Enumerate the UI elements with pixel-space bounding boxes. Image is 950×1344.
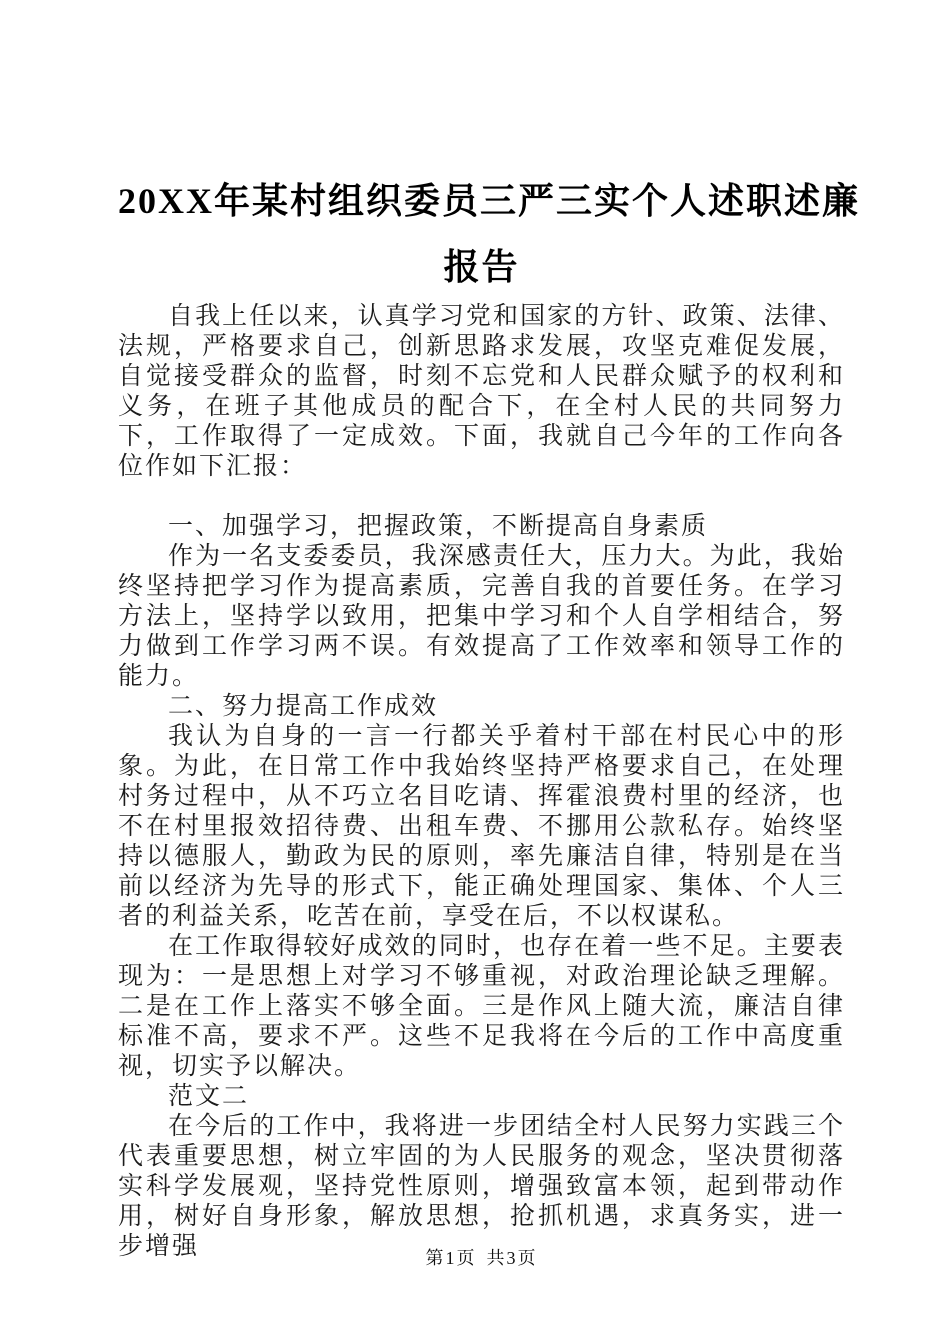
paragraph-future-plan: 在今后的工作中，我将进一步团结全村人民努力实践三个代表重要思想，树立牢固的为人民服务的观念，坚决贯彻落实科学发展观，坚持党性原则，增强致富本领，起到带动作用，树好自身形象，解放思想，抢抓机遇，求真务实，进一步增强 [118, 1113, 845, 1260]
section-heading-2: 二、努力提高工作成效 [168, 693, 439, 720]
paragraph-shortcomings: 在工作取得较好成效的同时，也存在着一些不足。主要表现为：一是思想上对学习不够重视，对政治理论缺乏理解。二是在工作上落实不够全面。三是作风上随大流，廉洁自律标准不高，要求不严。这些不足我将在今后的工作中高度重视，切实予以解决。 [118, 933, 845, 1080]
document-body [118, 302, 845, 1262]
page-count-total: 共3页 [486, 1248, 538, 1268]
paragraph-part2-label: 范文二 [168, 1083, 250, 1110]
paragraph-section-1: 作为一名支委委员，我深感责任大，压力大。为此，我始终坚持把学习作为提高素质，完善自我的首要任务。在学习方法上，坚持学以致用，把集中学习和个人自学相结合，努力做到工作学习两不误。有效提高了工作效率和领导工作的能力。 [118, 543, 845, 690]
page-number-current: 第1页 [425, 1248, 477, 1268]
document-title [118, 168, 860, 300]
page-footer [118, 1244, 845, 1270]
paragraph-intro: 自我上任以来，认真学习党和国家的方针、政策、法律、法规，严格要求自己，创新思路求发展，攻坚克难促发展，自觉接受群众的监督，时刻不忘党和人民群众赋予的权利和义务，在班子其他成员的配合下，在全村人民的共同努力下，工作取得了一定成效。下面，我就自己今年的工作向各位作如下汇报： [118, 303, 845, 480]
title-line-2: 报告 [443, 247, 520, 287]
title-line-1: 20XX年某村组织委员三严三实个人述职述廉 [118, 181, 860, 221]
section-heading-1: 一、加强学习，把握政策，不断提高自身素质 [168, 513, 709, 540]
paragraph-section-2: 我认为自身的一言一行都关乎着村干部在村民心中的形象。为此，在日常工作中我始终坚持严格要求自己，在处理村务过程中，从不巧立名目吃请、挥霍浪费村里的经济，也不在村里报效招待费、出租车费、不挪用公款私存。始终坚持以德服人，勤政为民的原则，率先廉洁自律，特别是在当前以经济为先导的形式下，能正确处理国家、集体、个人三者的利益关系，吃苦在前，享受在后，不以权谋私。 [118, 723, 845, 930]
